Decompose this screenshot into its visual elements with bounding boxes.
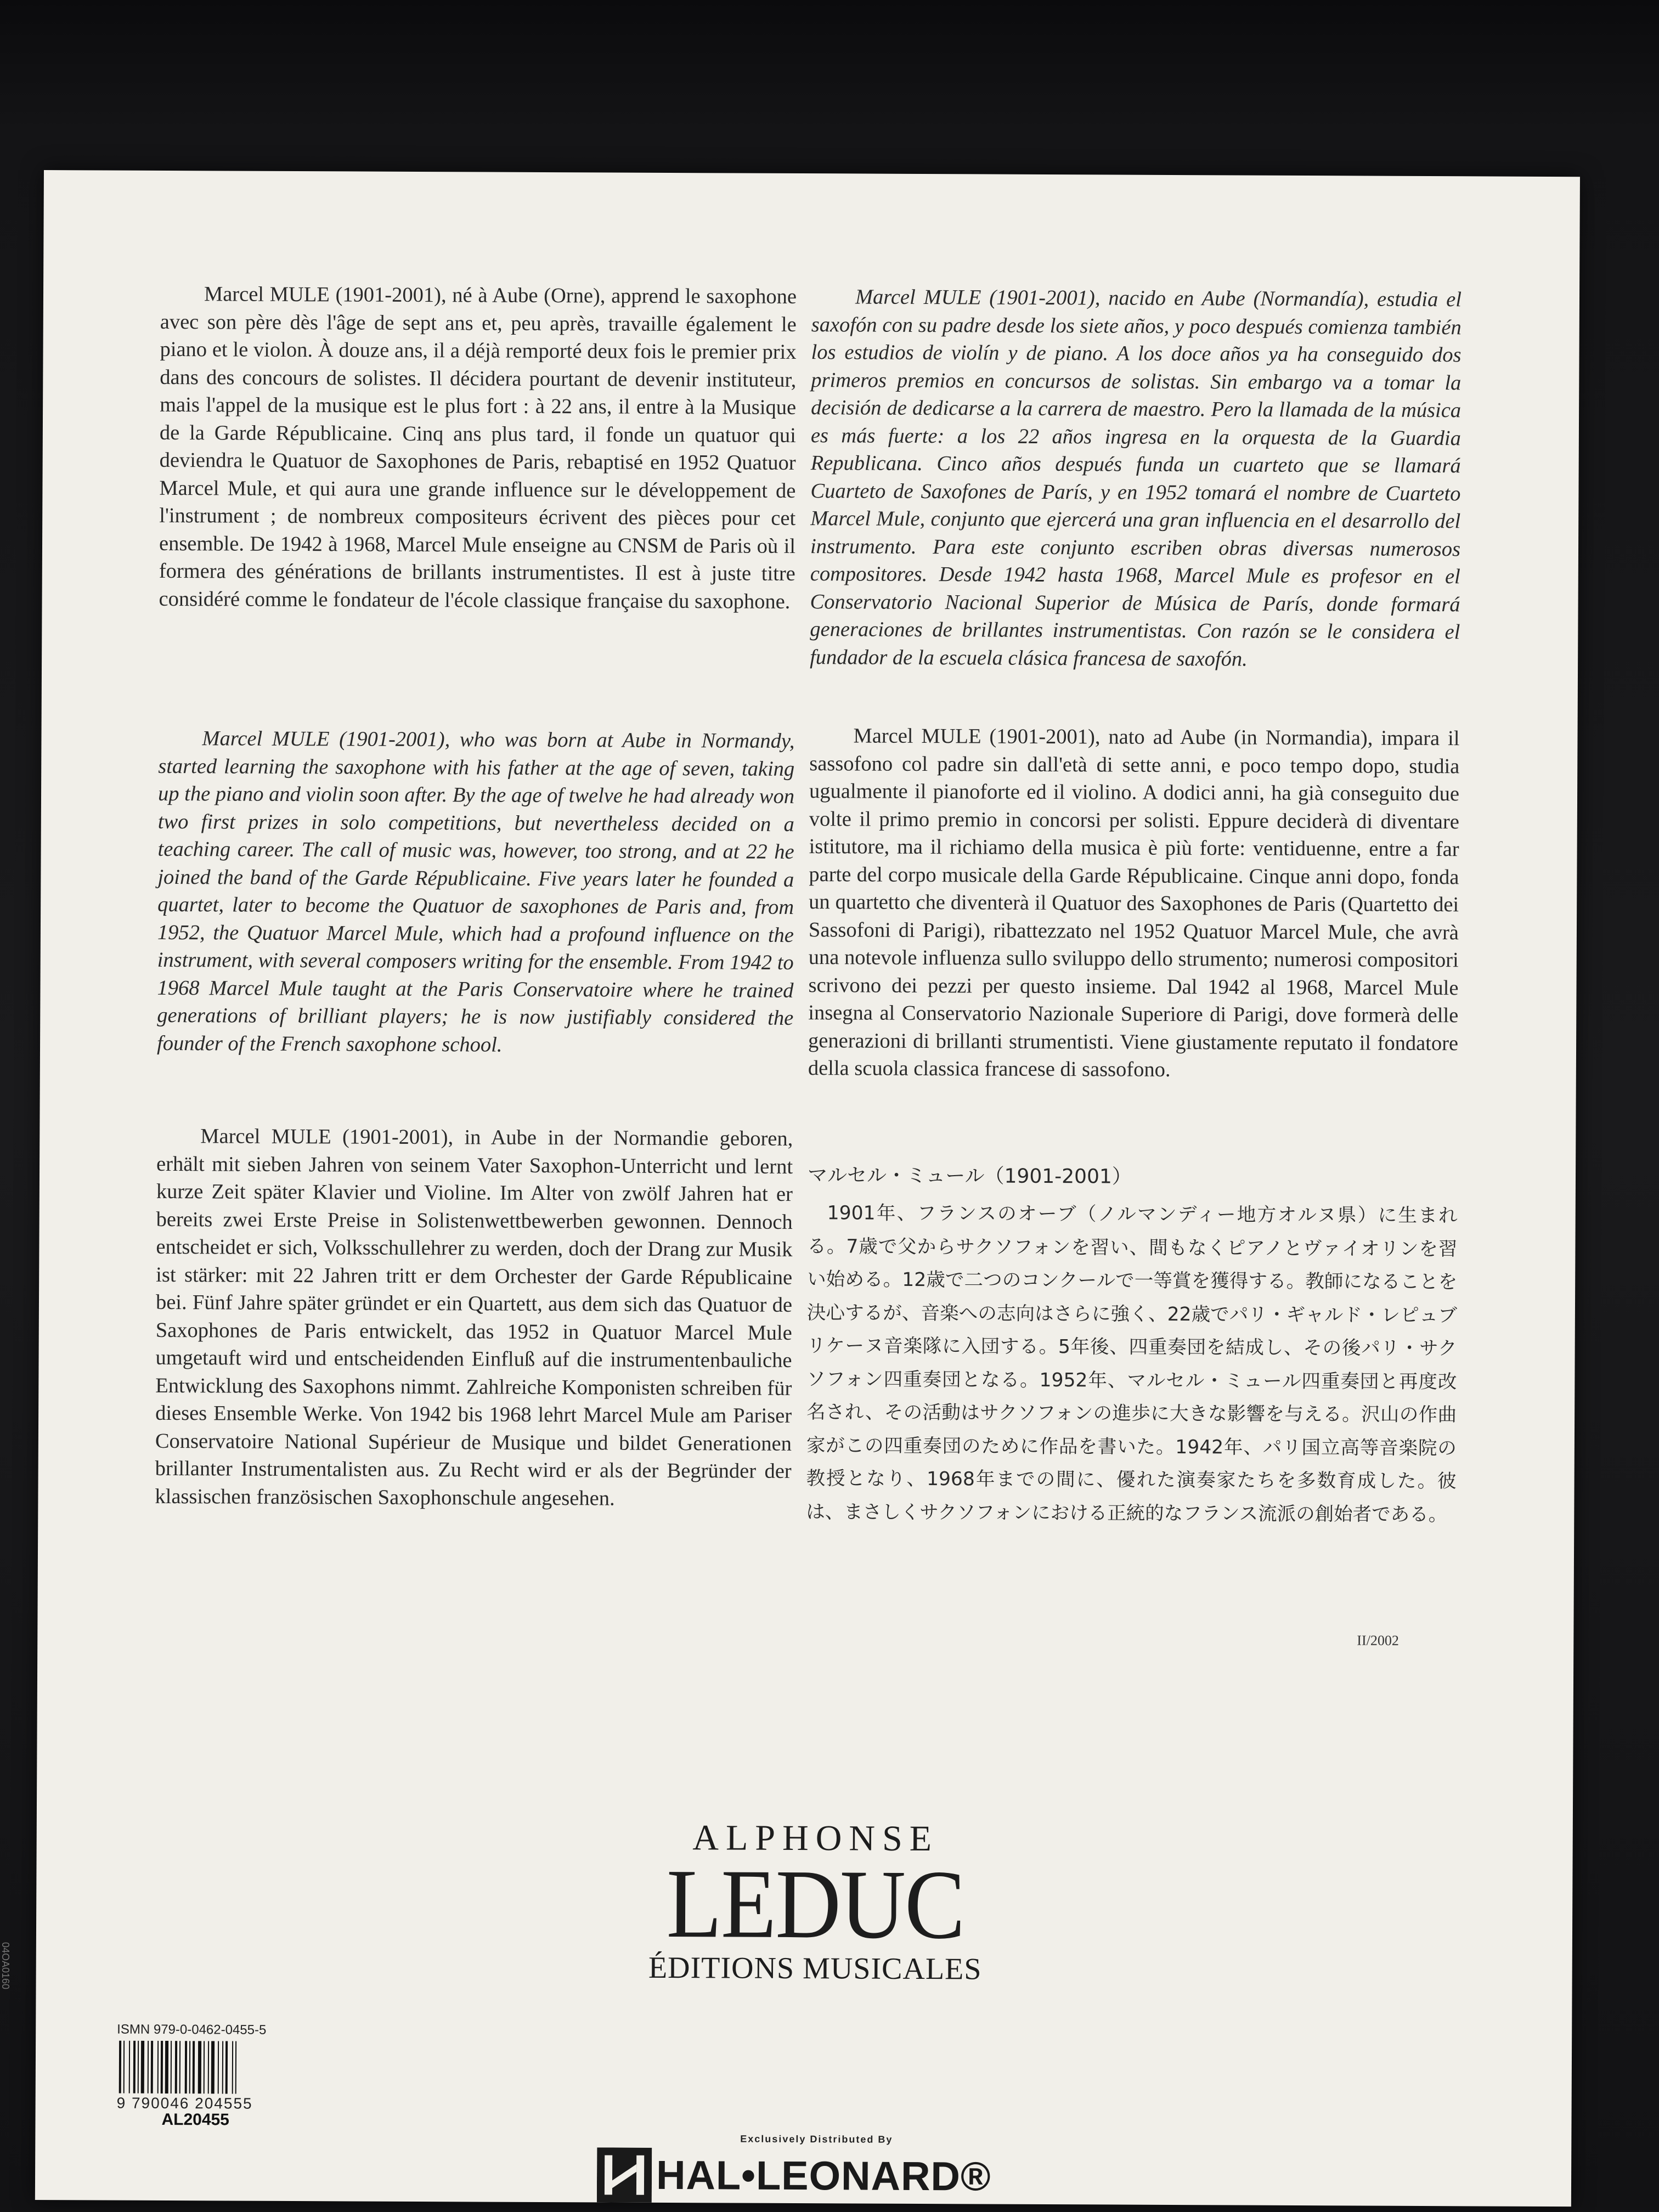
- bio-spanish: Marcel MULE (1901-2001), nacido en Aube (Normandía), estudia el saxofón con su padre desde los siete años, y poco después comienza también los estudios de violín y de piano. A los doce años ya ha conseguido dos primeros premios en concursos de solistas. Sin embargo va a tomar la decisión de dedicarse a la carrera de maestro. Pero la llamada de la música es más fuerte: a los 22 años ingresa en la orquesta de la Guardia Republicana. Cinco años después funda un cuarteto que se llamará Cuarteto de Saxofones de París, y en 1952 tomará el nombre de Cuarteto Marcel Mule, conjunto que ejercerá una gran influencia en el desarrollo del instrumento. Para este conjunto escriben obras diversas numerosos compositores. Desde 1942 hasta 1968, Marcel Mule es profesor en el Conservatorio Nacional Superior de Música de París, donde formará generaciones de brillantes instrumentistas. Con razón se le considera el fundador de la escuela clásica francesa de saxofón.: [810, 285, 1462, 671]
- ismn-label: ISMN 979-0-0462-0455-5: [117, 2022, 267, 2038]
- edition-date: II/2002: [1357, 1632, 1399, 1649]
- publisher-logo: [623, 1819, 1008, 1987]
- bio-english: Marcel MULE (1901-2001), who was born at Aube in Normandy, started learning the saxophone with his father at the age of seven, taking up the piano and violin soon after. By the age of twelve he had already won two first prizes in solo competitions, but nevertheless decided on a teaching career. The call of music was, however, too strong, and at 22 he joined the band of the Garde Républicaine. Five years later he founded a quartet, later to become the Quatuor de saxophones de Paris and, from 1952, the Quatuor Marcel Mule, which had a profound influence on the instrument, with several composers writing for the ensemble. From 1942 to 1968 Marcel Mule taught at the Paris Conservatoire where he trained generations of brilliant players; he is now justifiably considered the founder of the French saxophone school.: [156, 727, 795, 1057]
- distributor: [597, 2132, 1047, 2204]
- catalog-number: AL20455: [161, 2110, 229, 2129]
- barcode-block: [117, 2022, 315, 2113]
- bio-french: Marcel MULE (1901-2001), né à Aube (Orne), apprend le saxophone avec son père dès l'âge de sept ans et, peu après, travaille également le piano et le violon. À douze ans, il a déjà remporté deux fois le premier prix dans des concours de solistes. Il décidera pourtant de devenir instituteur, mais l'appel de la musique est le plus fort : à 22 ans, il entre à la Musique de la Garde Républicaine. Cinq ans plus tard, il fonde un quatuor qui deviendra le Quatuor de Saxophones de Paris, rebaptisé en 1952 Quatuor Marcel Mule, et qui aura une grande influence sur le développement de l'instrument ; de nombreux compositeurs écrivent des pièces pour cet ensemble. De 1942 à 1968, Marcel Mule enseigne au CNSM de Paris où il formera des générations de brillants instrumentistes. Il est à juste titre considéré comme le fondateur de l'école classique française du saxophone.: [159, 283, 797, 613]
- distributor-caption: Exclusively Distributed By: [740, 2133, 893, 2145]
- bio-japanese-title: マルセル・ミュール（1901-2001）: [807, 1164, 1132, 1188]
- book-back-cover: [35, 170, 1580, 2207]
- barcode-digits: 9 790046 204555: [116, 2094, 253, 2112]
- publisher-logo-top: ALPHONSE: [692, 1818, 939, 1859]
- barcode-image: [117, 2041, 292, 2094]
- bio-japanese: 1901年、フランスのオーブ（ノルマンディー地方オルヌ県）に生まれる。7歳で父からサクソフォンを習い、間もなくピアノとヴァイオリンを習い始める。12歳で二つのコンクールで一等賞を獲得する。教師になることを決心するが、音楽への志向はさらに強く、22歳でパリ・ギャルド・レピュブリケーヌ音楽隊に入団する。5年後、四重奏団を結成し、その後パリ・サクソフォン四重奏団となる。1952年、マルセル・ミュール四重奏団と再度改名され、その活動はサクソフォンの進歩に大きな影響を与える。沢山の作曲家がこの四重奏団のために作品を書いた。1942年、パリ国立高等音楽院の教授となり、1968年までの間に、優れた演奏家たちを多数育成した。彼は、まさしくサクソフォンにおける正統的なフランス流派の創始者である。: [806, 1202, 1458, 1526]
- bio-german: Marcel MULE (1901-2001), in Aube in der Normandie geboren, erhält mit sieben Jahren von seinem Vater Saxophon-Unterricht und lernt kurze Zeit später Klavier und Violine. Im Alter von zwölf Jahren hat er bereits zwei Erste Preise in Solistenwettbewerben gewonnen. Dennoch entscheidet er sich, Volksschullehrer zu werden, doch der Drang zur Musik ist stärker: mit 22 Jahren tritt er dem Orchester der Garde Républicaine bei. Fünf Jahre später gründet er ein Quartett, aus dem sich das Quatuor de Saxophones de Paris entwickelt, das 1952 in Quatuor Marcel Mule umgetauft wird und entscheidenden Einfluß auf die instrumentenbauliche Entwicklung des Saxophons nimmt. Zahlreiche Komponisten schreiben für dieses Ensemble Werke. Von 1942 bis 1968 lehrt Marcel Mule am Pariser Conservatoire National Supérieur de Musique und bildet Generationen brillanter Instrumentalisten aus. Zu Recht wird er als der Begründer der klassischen französischen Saxophonschule angesehen.: [155, 1125, 793, 1510]
- distributor-name: HAL•LEONARD®: [656, 2152, 991, 2199]
- publisher-logo-main: LEDUC: [666, 1848, 965, 1960]
- edge-code: 04OA0160: [0, 1942, 11, 1990]
- hal-leonard-emblem-icon: [597, 2147, 652, 2202]
- publisher-logo-sub: ÉDITIONS MUSICALES: [648, 1950, 982, 1987]
- bio-italian: Marcel MULE (1901-2001), nato ad Aube (in Normandia), impara il sassofono col padre sin dall'età di sette anni, e poco tempo dopo, studia ugualmente il pianoforte ed il violino. A dodici anni, ha già conseguito due volte il primo premio in concorsi per solisti. Eppure deciderà di diventare istitutore, ma il richiamo della musica è più forte: ventiduenne, entre a far parte del corpo musicale della Garde Républicaine. Cinque anni dopo, fonda un quartetto che diventerà il Quatuor des Saxophones de Paris (Quartetto dei Sassofoni di Parigi), ribattezzato nel 1952 Quatuor Marcel Mule, che avrà una notevole influenza sullo sviluppo dello strumento; numerosi compositori scrivono dei pezzi per questo insieme. Dal 1942 al 1968, Marcel Mule insegna al Conservatorio Nazionale Superiore di Parigi, dove formerà delle generazioni di brillanti strumentisti. Viene giustamente reputato il fondatore della scuola classica francese di sassofono.: [808, 724, 1460, 1081]
